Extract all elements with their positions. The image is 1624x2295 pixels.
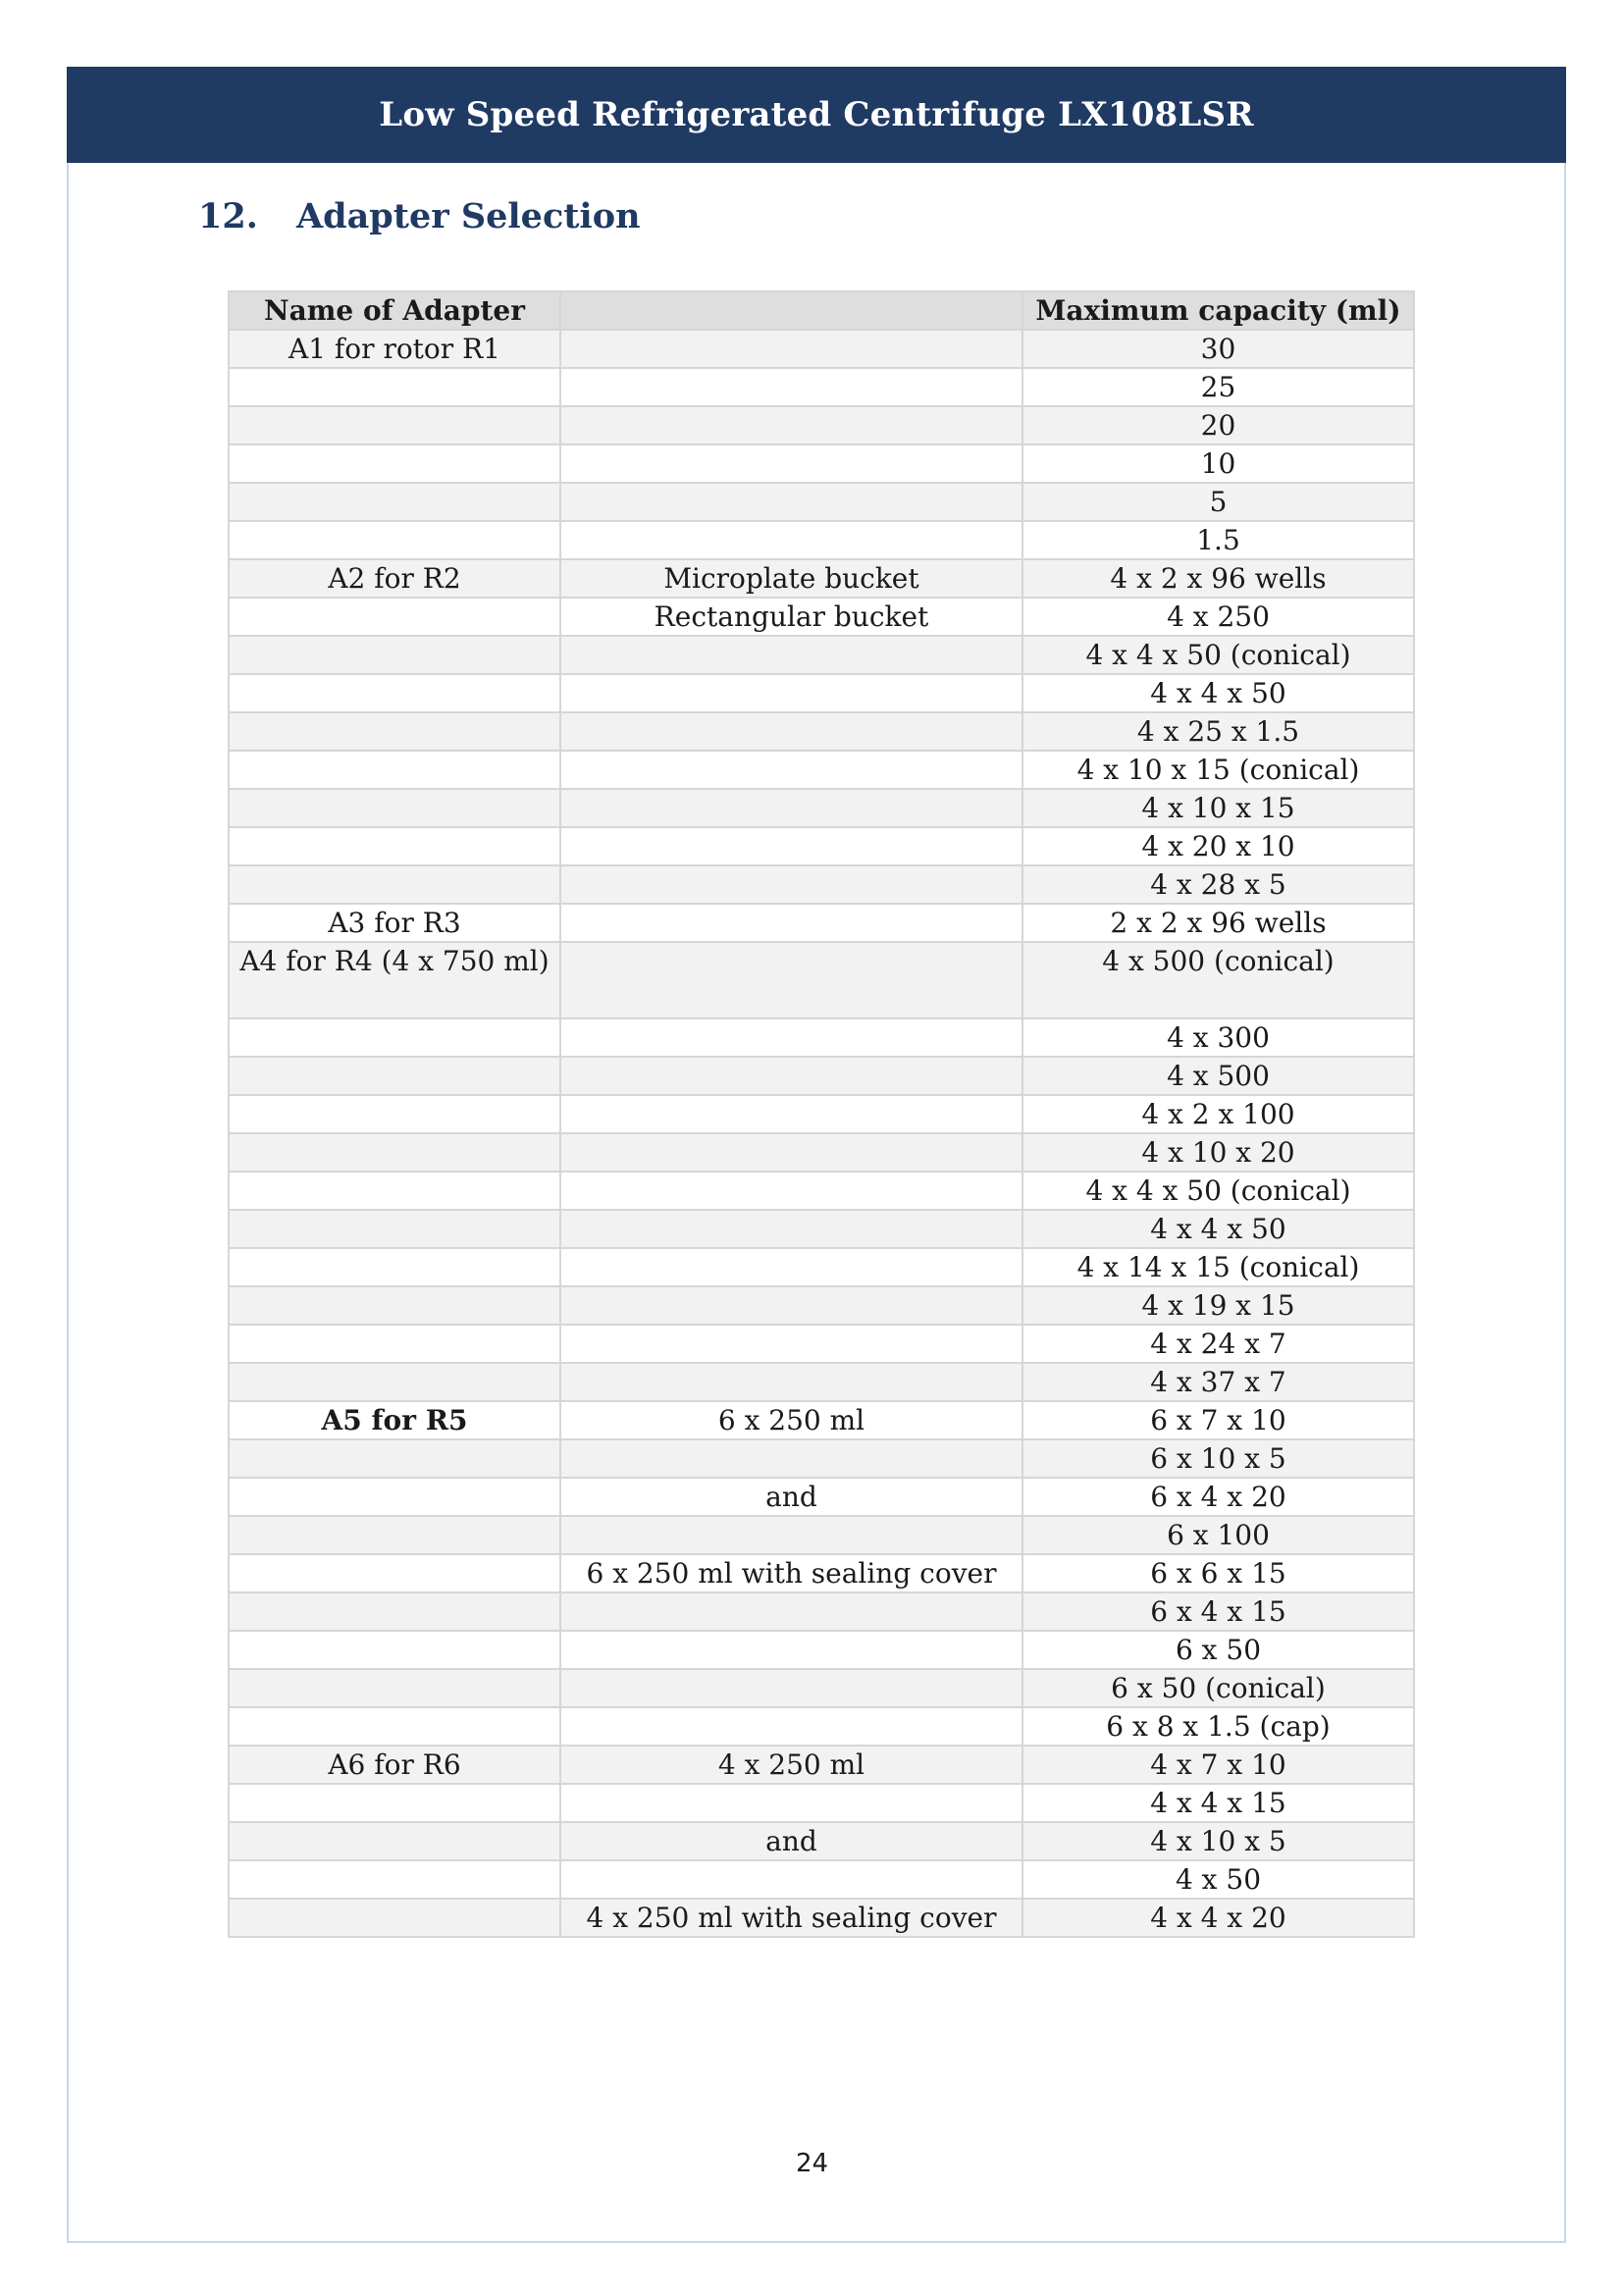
table-row [229, 1057, 1414, 1095]
adapter-name-cell: A4 for R4 (4 x 750 ml) [229, 942, 560, 1018]
bucket-description-cell [560, 1210, 1022, 1248]
bucket-description-cell: and [560, 1822, 1022, 1860]
max-capacity-cell: 6 x 50 [1022, 1631, 1414, 1669]
max-capacity-cell: 4 x 500 [1022, 1057, 1414, 1095]
max-capacity-cell: 1.5 [1022, 521, 1414, 559]
bucket-description-cell: Rectangular bucket [560, 598, 1022, 636]
max-capacity-cell: 6 x 10 x 5 [1022, 1439, 1414, 1478]
adapter-name-cell [229, 751, 560, 789]
table-row [229, 598, 1414, 636]
max-capacity-cell: 4 x 28 x 5 [1022, 865, 1414, 904]
table-row [229, 636, 1414, 674]
table-row [229, 1248, 1414, 1286]
document-title: Low Speed Refrigerated Centrifuge LX108LSR [379, 95, 1254, 134]
adapter-name-cell [229, 789, 560, 827]
header-bar [67, 67, 1566, 163]
table-row [229, 1554, 1414, 1592]
table-row [229, 559, 1414, 598]
max-capacity-cell: 4 x 19 x 15 [1022, 1286, 1414, 1325]
bucket-description-cell [560, 1439, 1022, 1478]
max-capacity-cell: 5 [1022, 483, 1414, 521]
bucket-description-cell [560, 1707, 1022, 1746]
adapter-name-cell [229, 1822, 560, 1860]
bucket-description-cell [560, 1133, 1022, 1172]
bucket-description-cell [560, 1057, 1022, 1095]
table-row [229, 1860, 1414, 1899]
max-capacity-cell: 4 x 37 x 7 [1022, 1363, 1414, 1401]
bucket-description-cell [560, 751, 1022, 789]
max-capacity-cell: 6 x 6 x 15 [1022, 1554, 1414, 1592]
bucket-description-cell [560, 1172, 1022, 1210]
table-row [229, 1784, 1414, 1822]
table-row [229, 1325, 1414, 1363]
column-header-max-capacity: Maximum capacity (ml) [1022, 291, 1414, 330]
bucket-description-cell [560, 865, 1022, 904]
table-row [229, 1669, 1414, 1707]
bucket-description-cell [560, 1018, 1022, 1057]
adapter-name-cell [229, 865, 560, 904]
bucket-description-cell: Microplate bucket [560, 559, 1022, 598]
max-capacity-cell: 4 x 10 x 20 [1022, 1133, 1414, 1172]
bucket-description-cell [560, 1248, 1022, 1286]
max-capacity-cell: 10 [1022, 444, 1414, 483]
bucket-description-cell [560, 1325, 1022, 1363]
section-number: 12. [198, 196, 258, 236]
adapter-name-cell [229, 483, 560, 521]
adapter-name-cell [229, 1133, 560, 1172]
table-row [229, 444, 1414, 483]
table-row [229, 1478, 1414, 1516]
bucket-description-cell [560, 1516, 1022, 1554]
bucket-description-cell [560, 1363, 1022, 1401]
adapter-name-cell [229, 1478, 560, 1516]
max-capacity-cell: 6 x 7 x 10 [1022, 1401, 1414, 1439]
table-header-row [229, 291, 1414, 330]
adapter-name-cell [229, 1860, 560, 1899]
max-capacity-cell: 6 x 4 x 20 [1022, 1478, 1414, 1516]
table-row [229, 483, 1414, 521]
table-row [229, 406, 1414, 444]
table-row [229, 1133, 1414, 1172]
adapter-name-cell [229, 1554, 560, 1592]
adapter-name-cell [229, 1018, 560, 1057]
adapter-table [228, 290, 1415, 1938]
bucket-description-cell [560, 789, 1022, 827]
max-capacity-cell: 4 x 20 x 10 [1022, 827, 1414, 865]
column-header-adapter-name: Name of Adapter [229, 291, 560, 330]
adapter-name-cell [229, 1784, 560, 1822]
table-row [229, 521, 1414, 559]
adapter-name-cell [229, 1248, 560, 1286]
max-capacity-cell: 4 x 10 x 15 (conical) [1022, 751, 1414, 789]
adapter-name-cell [229, 1439, 560, 1478]
table-row [229, 1822, 1414, 1860]
bucket-description-cell: 4 x 250 ml [560, 1746, 1022, 1784]
table-row [229, 942, 1414, 1018]
column-header-blank [560, 291, 1022, 330]
table-row [229, 1210, 1414, 1248]
max-capacity-cell: 4 x 250 [1022, 598, 1414, 636]
max-capacity-cell: 4 x 10 x 15 [1022, 789, 1414, 827]
max-capacity-cell: 2 x 2 x 96 wells [1022, 904, 1414, 942]
section-title: Adapter Selection [296, 196, 641, 236]
table-row [229, 865, 1414, 904]
adapter-name-cell [229, 1707, 560, 1746]
bucket-description-cell [560, 330, 1022, 368]
adapter-name-cell [229, 1286, 560, 1325]
adapter-name-cell [229, 827, 560, 865]
max-capacity-cell: 25 [1022, 368, 1414, 406]
max-capacity-cell: 4 x 4 x 50 [1022, 1210, 1414, 1248]
max-capacity-cell: 6 x 50 (conical) [1022, 1669, 1414, 1707]
table-row [229, 1631, 1414, 1669]
max-capacity-cell: 4 x 300 [1022, 1018, 1414, 1057]
table-row [229, 674, 1414, 712]
bucket-description-cell: and [560, 1478, 1022, 1516]
adapter-name-cell [229, 368, 560, 406]
table-row [229, 1018, 1414, 1057]
bucket-description-cell [560, 1095, 1022, 1133]
table-row [229, 789, 1414, 827]
bucket-description-cell [560, 1631, 1022, 1669]
table-row [229, 1363, 1414, 1401]
adapter-name-cell [229, 406, 560, 444]
table-row [229, 1746, 1414, 1784]
adapter-name-cell [229, 1057, 560, 1095]
adapter-name-cell [229, 1363, 560, 1401]
table-row [229, 1707, 1414, 1746]
adapter-name-cell [229, 636, 560, 674]
table-row [229, 1592, 1414, 1631]
bucket-description-cell [560, 1860, 1022, 1899]
max-capacity-cell: 4 x 25 x 1.5 [1022, 712, 1414, 751]
bucket-description-cell [560, 674, 1022, 712]
bucket-description-cell [560, 827, 1022, 865]
adapter-name-cell [229, 1631, 560, 1669]
page-number: 24 [795, 2149, 829, 2178]
bucket-description-cell [560, 942, 1022, 1018]
max-capacity-cell: 6 x 8 x 1.5 (cap) [1022, 1707, 1414, 1746]
table-row [229, 712, 1414, 751]
adapter-name-cell [229, 1172, 560, 1210]
adapter-name-cell [229, 1325, 560, 1363]
bucket-description-cell [560, 368, 1022, 406]
table-body [229, 330, 1414, 1937]
bucket-description-cell [560, 904, 1022, 942]
adapter-name-cell [229, 521, 560, 559]
table-row [229, 368, 1414, 406]
max-capacity-cell: 4 x 7 x 10 [1022, 1746, 1414, 1784]
max-capacity-cell: 4 x 10 x 5 [1022, 1822, 1414, 1860]
max-capacity-cell: 4 x 14 x 15 (conical) [1022, 1248, 1414, 1286]
max-capacity-cell: 4 x 24 x 7 [1022, 1325, 1414, 1363]
max-capacity-cell: 4 x 4 x 50 (conical) [1022, 1172, 1414, 1210]
bucket-description-cell: 6 x 250 ml with sealing cover [560, 1554, 1022, 1592]
bucket-description-cell [560, 1286, 1022, 1325]
adapter-name-cell [229, 1095, 560, 1133]
adapter-name-cell [229, 1669, 560, 1707]
table-row [229, 1401, 1414, 1439]
table-row [229, 1172, 1414, 1210]
bucket-description-cell [560, 521, 1022, 559]
max-capacity-cell: 4 x 2 x 96 wells [1022, 559, 1414, 598]
table-row [229, 1286, 1414, 1325]
bucket-description-cell [560, 1784, 1022, 1822]
adapter-name-cell: A3 for R3 [229, 904, 560, 942]
adapter-name-cell [229, 712, 560, 751]
max-capacity-cell: 6 x 4 x 15 [1022, 1592, 1414, 1631]
max-capacity-cell: 6 x 100 [1022, 1516, 1414, 1554]
bucket-description-cell [560, 483, 1022, 521]
table-row [229, 827, 1414, 865]
table-row [229, 330, 1414, 368]
adapter-name-cell [229, 444, 560, 483]
table-row [229, 1899, 1414, 1937]
adapter-name-cell [229, 1592, 560, 1631]
bucket-description-cell [560, 1669, 1022, 1707]
max-capacity-cell: 4 x 4 x 50 [1022, 674, 1414, 712]
bucket-description-cell [560, 636, 1022, 674]
max-capacity-cell: 4 x 50 [1022, 1860, 1414, 1899]
adapter-name-cell [229, 598, 560, 636]
bucket-description-cell [560, 406, 1022, 444]
adapter-name-cell [229, 1899, 560, 1937]
table-row [229, 904, 1414, 942]
max-capacity-cell: 4 x 2 x 100 [1022, 1095, 1414, 1133]
max-capacity-cell: 30 [1022, 330, 1414, 368]
adapter-name-cell: A6 for R6 [229, 1746, 560, 1784]
bucket-description-cell [560, 444, 1022, 483]
bucket-description-cell: 4 x 250 ml with sealing cover [560, 1899, 1022, 1937]
section-heading [198, 196, 641, 236]
bucket-description-cell: 6 x 250 ml [560, 1401, 1022, 1439]
max-capacity-cell: 4 x 500 (conical) [1022, 942, 1414, 1018]
adapter-name-cell: A2 for R2 [229, 559, 560, 598]
bucket-description-cell [560, 1592, 1022, 1631]
bucket-description-cell [560, 712, 1022, 751]
table-row [229, 751, 1414, 789]
adapter-name-cell: A1 for rotor R1 [229, 330, 560, 368]
table-row [229, 1439, 1414, 1478]
adapter-name-cell [229, 1516, 560, 1554]
table-row [229, 1516, 1414, 1554]
max-capacity-cell: 4 x 4 x 15 [1022, 1784, 1414, 1822]
max-capacity-cell: 4 x 4 x 20 [1022, 1899, 1414, 1937]
max-capacity-cell: 4 x 4 x 50 (conical) [1022, 636, 1414, 674]
adapter-name-cell: A5 for R5 [229, 1401, 560, 1439]
adapter-name-cell [229, 1210, 560, 1248]
table-row [229, 1095, 1414, 1133]
max-capacity-cell: 20 [1022, 406, 1414, 444]
adapter-name-cell [229, 674, 560, 712]
